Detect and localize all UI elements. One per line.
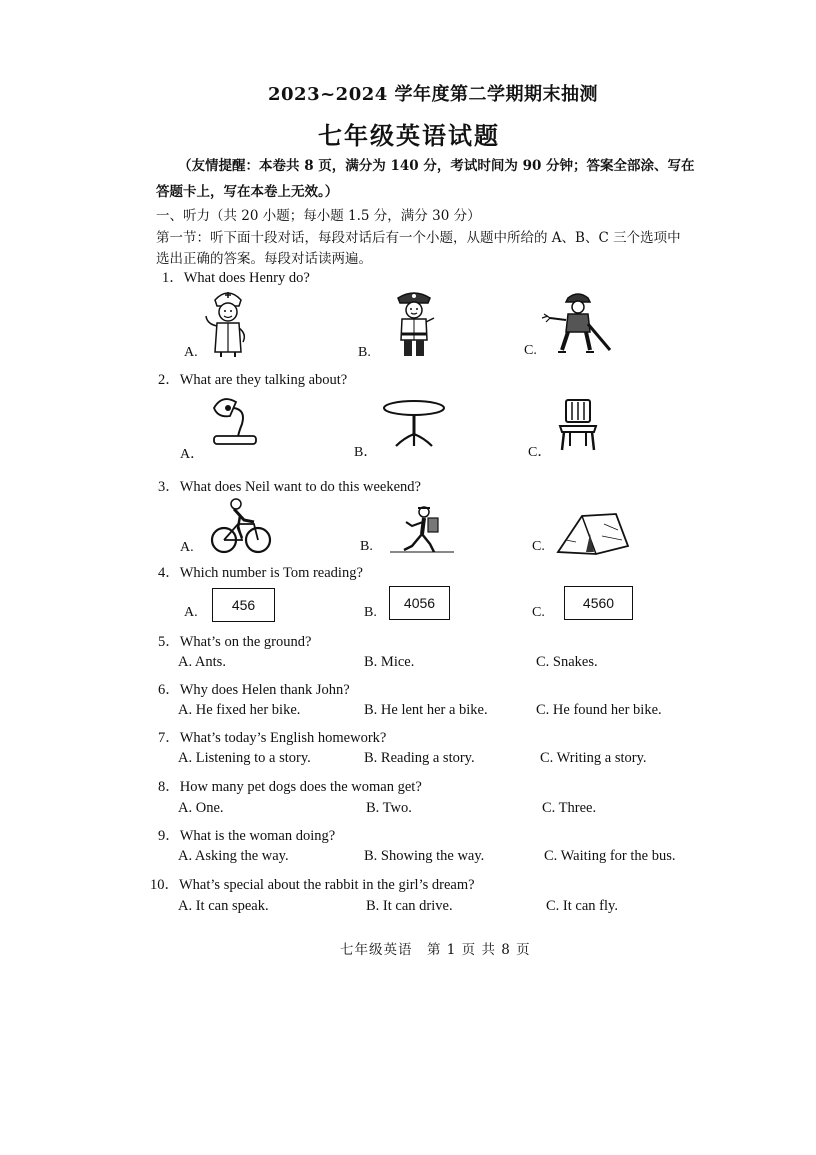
q7-option-b[interactable]: B. Reading a story. xyxy=(364,750,475,766)
q4-option-b[interactable]: B. xyxy=(364,605,377,620)
q10-option-a[interactable]: A. It can speak. xyxy=(178,898,269,914)
q6-option-a[interactable]: A. He fixed her bike. xyxy=(178,702,301,718)
q8-option-a[interactable]: A. One. xyxy=(178,800,224,816)
q4-option-c[interactable]: C. xyxy=(532,605,545,620)
question-10: 10．What’s special about the rabbit in the girl’s dream? xyxy=(150,877,475,893)
q6-option-b[interactable]: B. He lent her a bike. xyxy=(364,702,488,718)
question-4: 4．Which number is Tom reading? xyxy=(158,565,363,581)
q3-option-a[interactable]: A. xyxy=(180,540,194,555)
section-title: 一、听力（共 20 小题；每小题 1.5 分，满分 30 分） xyxy=(156,208,481,224)
q1-option-a[interactable]: A. xyxy=(184,345,198,360)
q7-option-a[interactable]: A. Listening to a story. xyxy=(178,750,311,766)
chair-icon xyxy=(556,398,600,452)
q3-option-b[interactable]: B. xyxy=(360,539,373,554)
question-2: 2．What are they talking about? xyxy=(158,372,348,388)
q5-option-c[interactable]: C. Snakes. xyxy=(536,654,598,670)
q9-option-a[interactable]: A. Asking the way. xyxy=(178,848,289,864)
question-6: 6．Why does Helen thank John? xyxy=(158,682,350,698)
question-9: 9．What is the woman doing? xyxy=(158,828,336,844)
hiking-icon xyxy=(390,506,454,554)
q4-number-box-b: 4056 xyxy=(389,586,450,620)
q2-option-b[interactable]: B． xyxy=(354,445,378,460)
exam-term: 2023~2024 学年度第二学期期末抽测 xyxy=(268,84,599,105)
q9-option-b[interactable]: B. Showing the way. xyxy=(364,848,485,864)
table-icon xyxy=(382,398,446,448)
cycling-icon xyxy=(210,498,272,554)
lamp-icon xyxy=(208,394,258,446)
tent-icon xyxy=(556,510,630,556)
q10-option-c[interactable]: C. It can fly. xyxy=(546,898,618,914)
question-1: 1．What does Henry do? xyxy=(162,270,310,286)
q7-option-c[interactable]: C. Writing a story. xyxy=(540,750,647,766)
q10-option-b[interactable]: B. It can drive. xyxy=(366,898,453,914)
part1-instruction-2: 选出正确的答案。每段对话读两遍。 xyxy=(156,251,372,267)
q8-option-c[interactable]: C. Three. xyxy=(542,800,597,816)
q4-option-a[interactable]: A. xyxy=(184,605,198,620)
question-5: 5．What’s on the ground? xyxy=(158,634,312,650)
q4-number-box-c: 4560 xyxy=(564,586,633,620)
q9-option-c[interactable]: C. Waiting for the bus. xyxy=(544,848,676,864)
part1-instruction-1: 第一节：听下面十段对话，每段对话后有一个小题，从题中所给的 A、B、C 三个选项中 xyxy=(156,230,681,246)
q2-option-c[interactable]: C． xyxy=(528,445,552,460)
notice-line-2: 答题卡上，写在本卷上无效。） xyxy=(156,184,339,200)
policeman-icon xyxy=(390,288,438,358)
q4-number-box-a: 456 xyxy=(212,588,275,622)
firefighter-icon xyxy=(540,290,616,356)
question-3: 3．What does Neil want to do this weekend? xyxy=(158,479,421,495)
q2-option-a[interactable]: A． xyxy=(180,447,205,462)
question-8: 8．How many pet dogs does the woman get? xyxy=(158,779,422,795)
doctor-icon xyxy=(203,286,253,358)
notice-line-1: （友情提醒：本卷共 8 页，满分为 140 分，考试时间为 90 分钟；答案全部涂、写在 xyxy=(178,158,695,174)
exam-title: 七年级英语试题 xyxy=(318,121,500,150)
q5-option-b[interactable]: B. Mice. xyxy=(364,654,415,670)
q3-option-c[interactable]: C. xyxy=(532,539,545,554)
q1-option-b[interactable]: B. xyxy=(358,345,371,360)
q1-option-c[interactable]: C. xyxy=(524,343,537,358)
q5-option-a[interactable]: A. Ants. xyxy=(178,654,226,670)
page-footer: 七年级英语 第 1 页 共 8 页 xyxy=(340,942,531,958)
question-7: 7．What’s today’s English homework? xyxy=(158,730,387,746)
q8-option-b[interactable]: B. Two. xyxy=(366,800,412,816)
q6-option-c[interactable]: C. He found her bike. xyxy=(536,702,662,718)
